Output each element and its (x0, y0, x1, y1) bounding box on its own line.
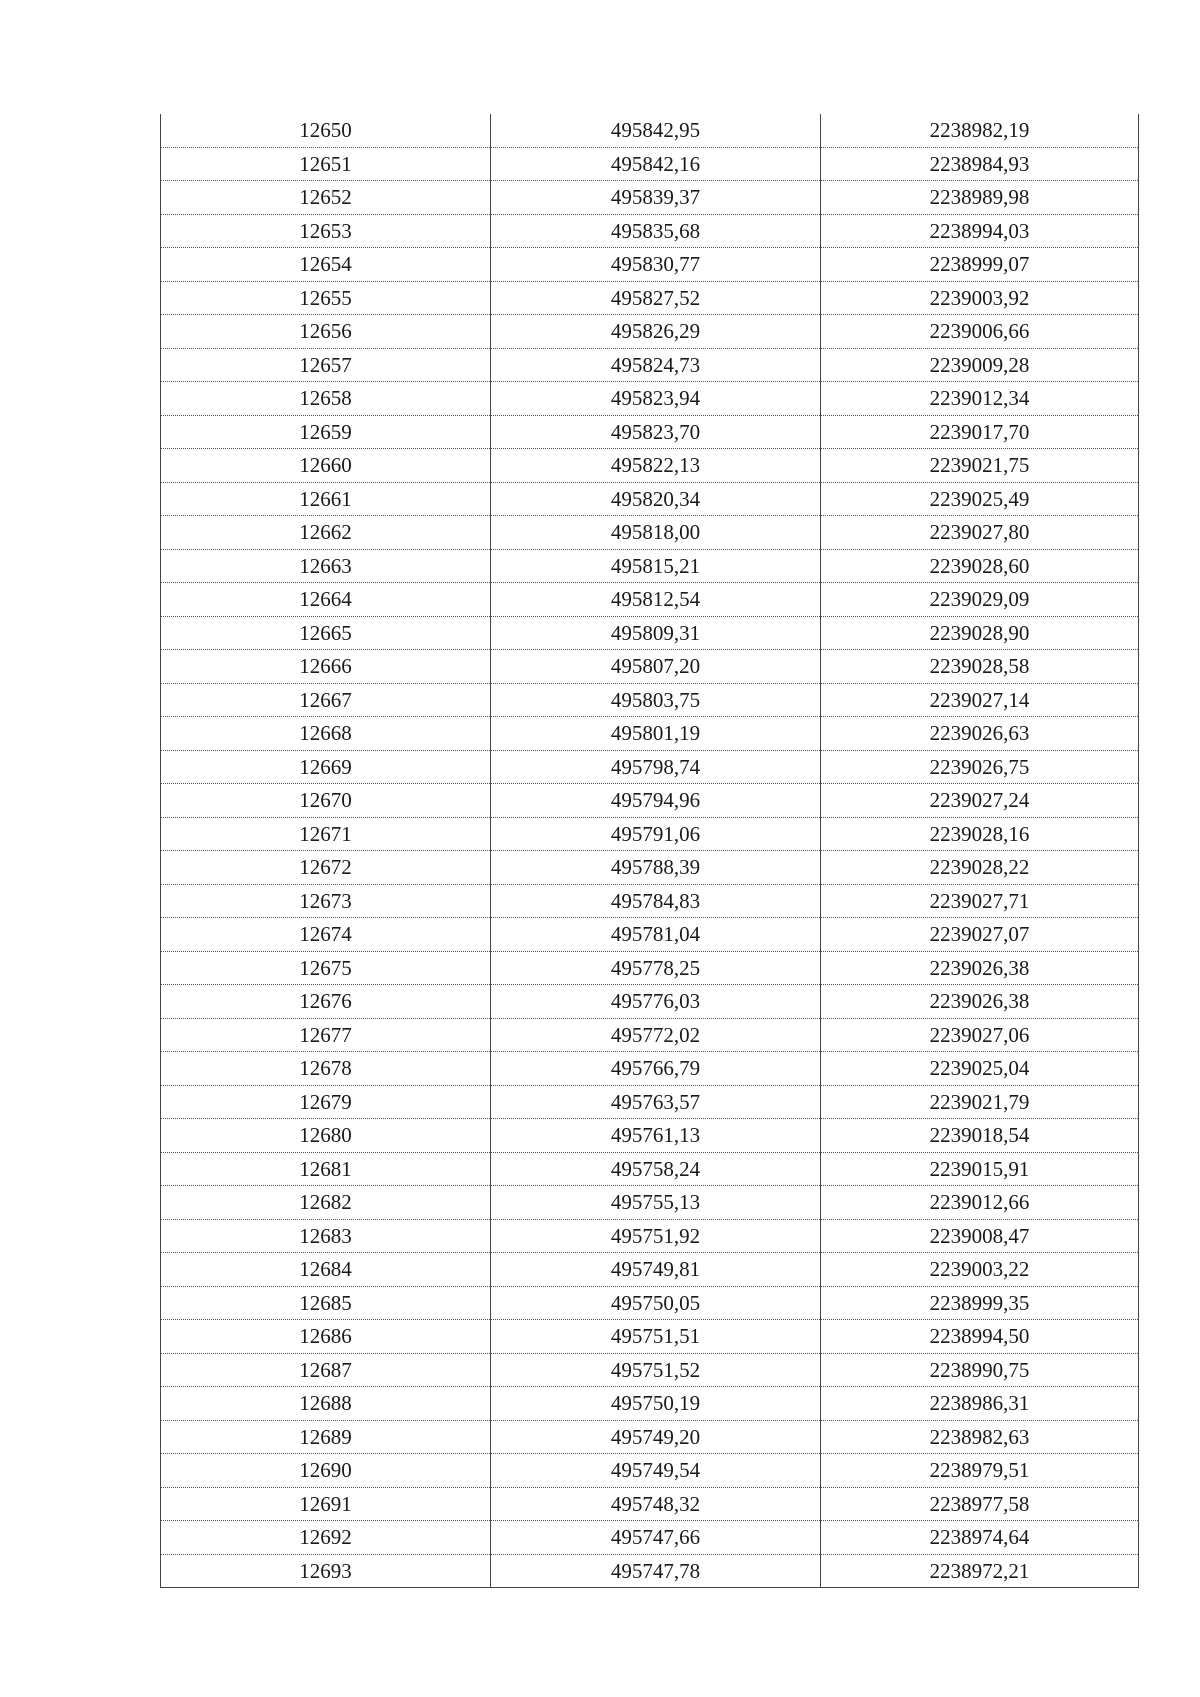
y-coordinate-cell: 2238990,75 (821, 1353, 1139, 1387)
x-coordinate-cell: 495748,32 (491, 1487, 821, 1521)
x-coordinate-cell: 495826,29 (491, 315, 821, 349)
table-row (161, 784, 1139, 818)
table-row (161, 482, 1139, 516)
x-coordinate-cell: 495823,70 (491, 415, 821, 449)
point-number-cell: 12670 (161, 784, 491, 818)
table-row (161, 382, 1139, 416)
x-coordinate-cell: 495749,54 (491, 1454, 821, 1488)
x-coordinate-cell: 495763,57 (491, 1085, 821, 1119)
table-row (161, 1052, 1139, 1086)
table-row (161, 114, 1139, 147)
x-coordinate-cell: 495791,06 (491, 817, 821, 851)
point-number-cell: 12672 (161, 851, 491, 885)
x-coordinate-cell: 495755,13 (491, 1186, 821, 1220)
y-coordinate-cell: 2239028,90 (821, 616, 1139, 650)
y-coordinate-cell: 2239012,34 (821, 382, 1139, 416)
y-coordinate-cell: 2239018,54 (821, 1119, 1139, 1153)
point-number-cell: 12684 (161, 1253, 491, 1287)
x-coordinate-cell: 495815,21 (491, 549, 821, 583)
point-number-cell: 12685 (161, 1286, 491, 1320)
point-number-cell: 12666 (161, 650, 491, 684)
y-coordinate-cell: 2239027,07 (821, 918, 1139, 952)
x-coordinate-cell: 495820,34 (491, 482, 821, 516)
point-number-cell: 12658 (161, 382, 491, 416)
y-coordinate-cell: 2239003,92 (821, 281, 1139, 315)
y-coordinate-cell: 2238979,51 (821, 1454, 1139, 1488)
y-coordinate-cell: 2239027,71 (821, 884, 1139, 918)
table-row (161, 1085, 1139, 1119)
table-row (161, 315, 1139, 349)
point-number-cell: 12689 (161, 1420, 491, 1454)
table-row (161, 1018, 1139, 1052)
y-coordinate-cell: 2238999,35 (821, 1286, 1139, 1320)
y-coordinate-cell: 2238974,64 (821, 1521, 1139, 1555)
table-row (161, 248, 1139, 282)
x-coordinate-cell: 495801,19 (491, 717, 821, 751)
point-number-cell: 12652 (161, 181, 491, 215)
y-coordinate-cell: 2238986,31 (821, 1387, 1139, 1421)
x-coordinate-cell: 495750,05 (491, 1286, 821, 1320)
point-number-cell: 12679 (161, 1085, 491, 1119)
x-coordinate-cell: 495803,75 (491, 683, 821, 717)
x-coordinate-cell: 495842,16 (491, 147, 821, 181)
y-coordinate-cell: 2239027,06 (821, 1018, 1139, 1052)
y-coordinate-cell: 2239026,63 (821, 717, 1139, 751)
point-number-cell: 12686 (161, 1320, 491, 1354)
y-coordinate-cell: 2239025,49 (821, 482, 1139, 516)
y-coordinate-cell: 2238994,03 (821, 214, 1139, 248)
y-coordinate-cell: 2239028,60 (821, 549, 1139, 583)
table-row (161, 918, 1139, 952)
point-number-cell: 12671 (161, 817, 491, 851)
y-coordinate-cell: 2238984,93 (821, 147, 1139, 181)
y-coordinate-cell: 2239017,70 (821, 415, 1139, 449)
x-coordinate-cell: 495794,96 (491, 784, 821, 818)
x-coordinate-cell: 495827,52 (491, 281, 821, 315)
table-row (161, 884, 1139, 918)
x-coordinate-cell: 495751,92 (491, 1219, 821, 1253)
x-coordinate-cell: 495749,20 (491, 1420, 821, 1454)
point-number-cell: 12656 (161, 315, 491, 349)
table-row (161, 1186, 1139, 1220)
point-number-cell: 12693 (161, 1554, 491, 1588)
y-coordinate-cell: 2239028,16 (821, 817, 1139, 851)
table-row (161, 549, 1139, 583)
x-coordinate-cell: 495835,68 (491, 214, 821, 248)
point-number-cell: 12691 (161, 1487, 491, 1521)
point-number-cell: 12687 (161, 1353, 491, 1387)
point-number-cell: 12651 (161, 147, 491, 181)
table-row (161, 1320, 1139, 1354)
y-coordinate-cell: 2239015,91 (821, 1152, 1139, 1186)
x-coordinate-cell: 495781,04 (491, 918, 821, 952)
x-coordinate-cell: 495824,73 (491, 348, 821, 382)
table-row (161, 1353, 1139, 1387)
point-number-cell: 12690 (161, 1454, 491, 1488)
y-coordinate-cell: 2239009,28 (821, 348, 1139, 382)
y-coordinate-cell: 2239027,14 (821, 683, 1139, 717)
table-row (161, 1253, 1139, 1287)
y-coordinate-cell: 2239026,38 (821, 985, 1139, 1019)
point-number-cell: 12674 (161, 918, 491, 952)
point-number-cell: 12667 (161, 683, 491, 717)
point-number-cell: 12657 (161, 348, 491, 382)
y-coordinate-cell: 2238994,50 (821, 1320, 1139, 1354)
y-coordinate-cell: 2239006,66 (821, 315, 1139, 349)
point-number-cell: 12660 (161, 449, 491, 483)
y-coordinate-cell: 2238982,19 (821, 114, 1139, 147)
x-coordinate-cell: 495778,25 (491, 951, 821, 985)
y-coordinate-cell: 2239029,09 (821, 583, 1139, 617)
y-coordinate-cell: 2239012,66 (821, 1186, 1139, 1220)
x-coordinate-cell: 495766,79 (491, 1052, 821, 1086)
x-coordinate-cell: 495761,13 (491, 1119, 821, 1153)
x-coordinate-cell: 495812,54 (491, 583, 821, 617)
y-coordinate-cell: 2238982,63 (821, 1420, 1139, 1454)
x-coordinate-cell: 495818,00 (491, 516, 821, 550)
point-number-cell: 12688 (161, 1387, 491, 1421)
table-row (161, 951, 1139, 985)
point-number-cell: 12683 (161, 1219, 491, 1253)
y-coordinate-cell: 2239028,22 (821, 851, 1139, 885)
point-number-cell: 12676 (161, 985, 491, 1019)
table-row (161, 717, 1139, 751)
point-number-cell: 12681 (161, 1152, 491, 1186)
x-coordinate-cell: 495750,19 (491, 1387, 821, 1421)
x-coordinate-cell: 495751,52 (491, 1353, 821, 1387)
x-coordinate-cell: 495747,78 (491, 1554, 821, 1588)
x-coordinate-cell: 495784,83 (491, 884, 821, 918)
x-coordinate-cell: 495788,39 (491, 851, 821, 885)
table-row (161, 1219, 1139, 1253)
table-row (161, 616, 1139, 650)
table-row (161, 1387, 1139, 1421)
table-row (161, 1454, 1139, 1488)
point-number-cell: 12692 (161, 1521, 491, 1555)
y-coordinate-cell: 2238972,21 (821, 1554, 1139, 1588)
y-coordinate-cell: 2238977,58 (821, 1487, 1139, 1521)
y-coordinate-cell: 2239027,24 (821, 784, 1139, 818)
table-row (161, 415, 1139, 449)
point-number-cell: 12664 (161, 583, 491, 617)
x-coordinate-cell: 495807,20 (491, 650, 821, 684)
table-row (161, 750, 1139, 784)
table-row (161, 817, 1139, 851)
x-coordinate-cell: 495798,74 (491, 750, 821, 784)
table-row (161, 1152, 1139, 1186)
y-coordinate-cell: 2239021,75 (821, 449, 1139, 483)
point-number-cell: 12673 (161, 884, 491, 918)
table-row (161, 1521, 1139, 1555)
x-coordinate-cell: 495822,13 (491, 449, 821, 483)
table-row (161, 281, 1139, 315)
point-number-cell: 12659 (161, 415, 491, 449)
y-coordinate-cell: 2239008,47 (821, 1219, 1139, 1253)
point-number-cell: 12653 (161, 214, 491, 248)
y-coordinate-cell: 2239027,80 (821, 516, 1139, 550)
table-row (161, 1420, 1139, 1454)
table-row (161, 583, 1139, 617)
table-row (161, 1487, 1139, 1521)
y-coordinate-cell: 2239026,38 (821, 951, 1139, 985)
point-number-cell: 12677 (161, 1018, 491, 1052)
point-number-cell: 12662 (161, 516, 491, 550)
x-coordinate-cell: 495839,37 (491, 181, 821, 215)
x-coordinate-cell: 495751,51 (491, 1320, 821, 1354)
y-coordinate-cell: 2239025,04 (821, 1052, 1139, 1086)
point-number-cell: 12655 (161, 281, 491, 315)
x-coordinate-cell: 495776,03 (491, 985, 821, 1019)
y-coordinate-cell: 2238999,07 (821, 248, 1139, 282)
x-coordinate-cell: 495809,31 (491, 616, 821, 650)
point-number-cell: 12661 (161, 482, 491, 516)
table-row (161, 1286, 1139, 1320)
table-row (161, 449, 1139, 483)
y-coordinate-cell: 2239028,58 (821, 650, 1139, 684)
table-row (161, 214, 1139, 248)
x-coordinate-cell: 495823,94 (491, 382, 821, 416)
x-coordinate-cell: 495758,24 (491, 1152, 821, 1186)
point-number-cell: 12668 (161, 717, 491, 751)
table-row (161, 348, 1139, 382)
y-coordinate-cell: 2239021,79 (821, 1085, 1139, 1119)
y-coordinate-cell: 2239026,75 (821, 750, 1139, 784)
coordinates-table (160, 114, 1139, 1588)
point-number-cell: 12665 (161, 616, 491, 650)
table-row (161, 1119, 1139, 1153)
point-number-cell: 12675 (161, 951, 491, 985)
point-number-cell: 12680 (161, 1119, 491, 1153)
x-coordinate-cell: 495842,95 (491, 114, 821, 147)
table-row (161, 650, 1139, 684)
table-row (161, 1554, 1139, 1588)
point-number-cell: 12650 (161, 114, 491, 147)
coordinates-table-body (161, 114, 1139, 1588)
point-number-cell: 12654 (161, 248, 491, 282)
table-row (161, 181, 1139, 215)
point-number-cell: 12663 (161, 549, 491, 583)
x-coordinate-cell: 495747,66 (491, 1521, 821, 1555)
x-coordinate-cell: 495830,77 (491, 248, 821, 282)
point-number-cell: 12669 (161, 750, 491, 784)
x-coordinate-cell: 495749,81 (491, 1253, 821, 1287)
point-number-cell: 12682 (161, 1186, 491, 1220)
point-number-cell: 12678 (161, 1052, 491, 1086)
y-coordinate-cell: 2239003,22 (821, 1253, 1139, 1287)
table-row (161, 516, 1139, 550)
table-row (161, 147, 1139, 181)
x-coordinate-cell: 495772,02 (491, 1018, 821, 1052)
table-row (161, 851, 1139, 885)
table-row (161, 683, 1139, 717)
table-row (161, 985, 1139, 1019)
y-coordinate-cell: 2238989,98 (821, 181, 1139, 215)
